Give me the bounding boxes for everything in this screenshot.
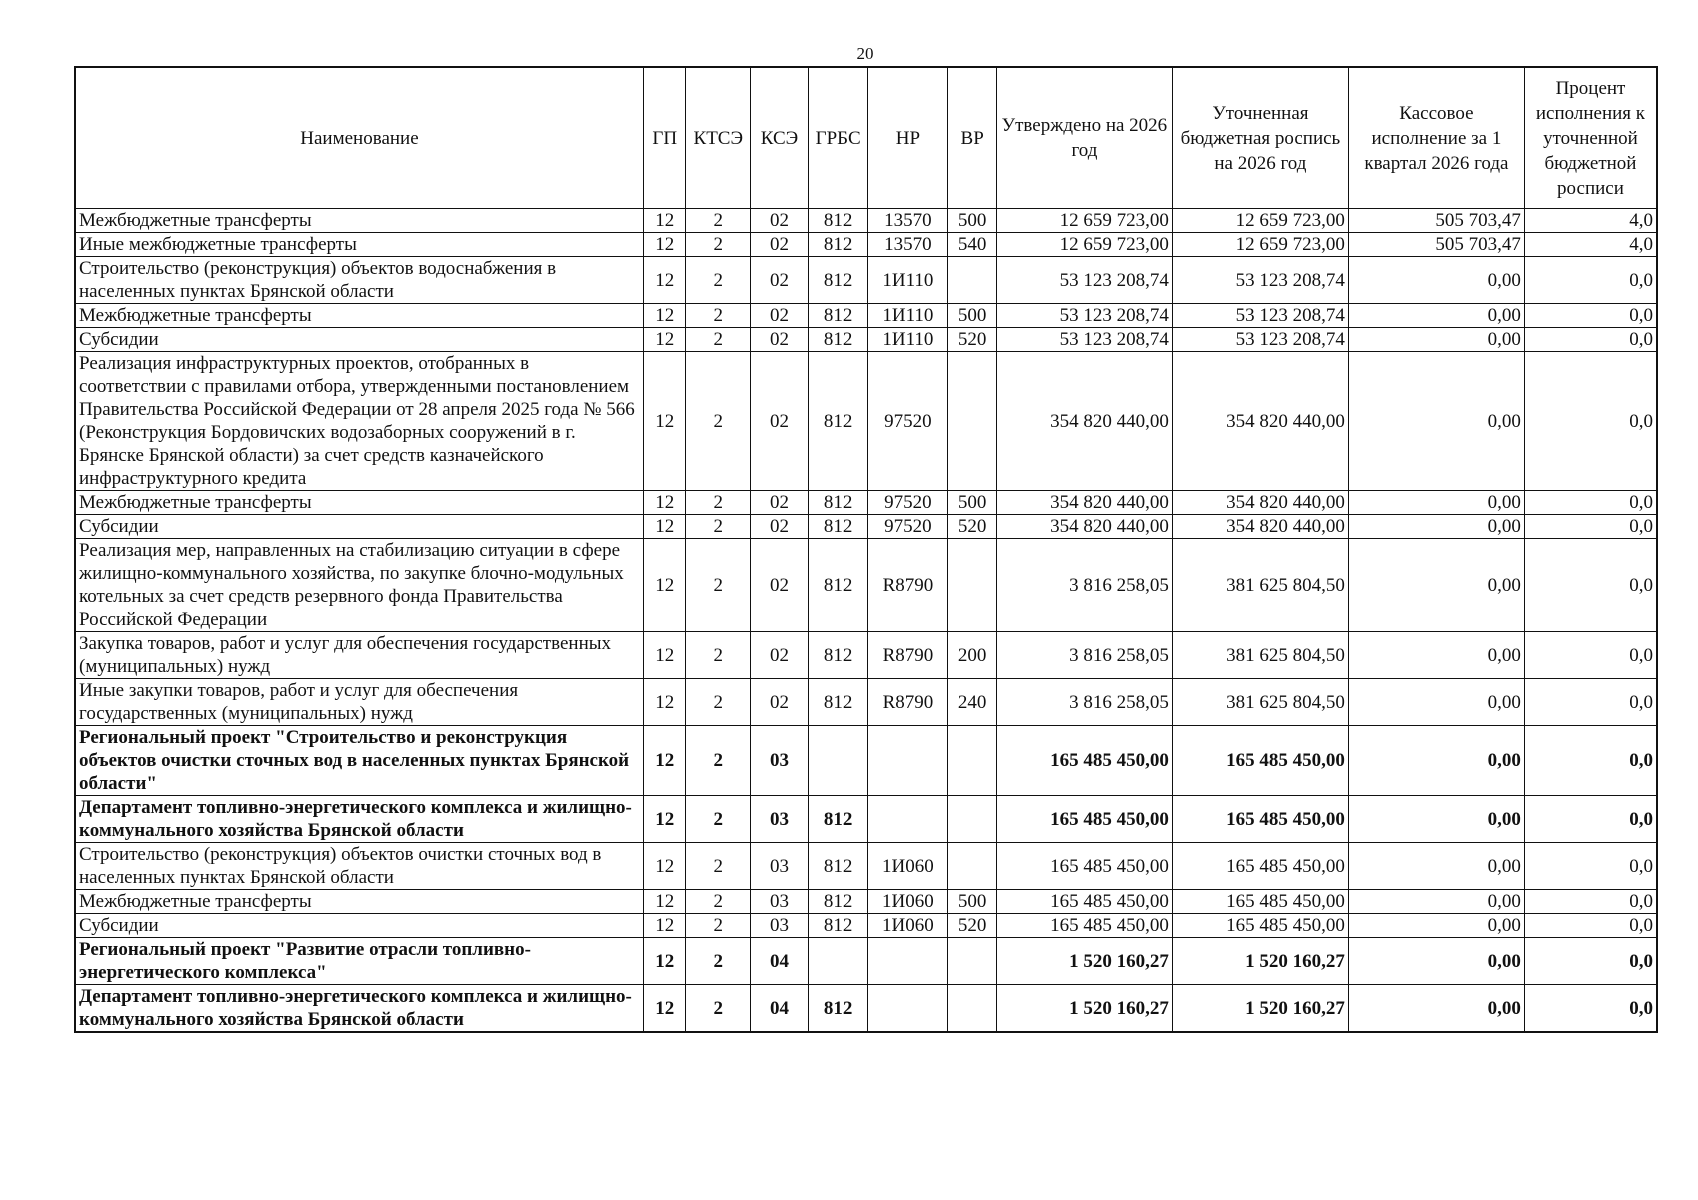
- row-grbs-cell: 812: [808, 352, 868, 491]
- row-approved-cell: 12 659 723,00: [996, 233, 1172, 257]
- row-vr-cell: [948, 352, 997, 491]
- row-gp-cell: 12: [643, 796, 685, 843]
- table-row: [75, 304, 1657, 328]
- row-percent-cell: 0,0: [1524, 515, 1657, 539]
- row-percent-cell: 0,0: [1524, 491, 1657, 515]
- row-grbs-cell: 812: [808, 304, 868, 328]
- row-refined-cell: 165 485 450,00: [1172, 796, 1348, 843]
- table-row: [75, 843, 1657, 890]
- row-approved-cell: 165 485 450,00: [996, 726, 1172, 796]
- row-ktse-cell: 2: [686, 843, 751, 890]
- row-kse-cell: 02: [751, 257, 809, 304]
- row-kse-cell: 03: [751, 843, 809, 890]
- row-cash-cell: 0,00: [1348, 679, 1524, 726]
- table-row: [75, 890, 1657, 914]
- row-nr-cell: 1И110: [868, 328, 948, 352]
- row-grbs-cell: 812: [808, 796, 868, 843]
- budget-table: [74, 66, 1658, 1033]
- row-kse-cell: 03: [751, 914, 809, 938]
- row-refined-cell: 354 820 440,00: [1172, 352, 1348, 491]
- table-row: [75, 632, 1657, 679]
- row-kse-cell: 03: [751, 796, 809, 843]
- row-vr-cell: 500: [948, 890, 997, 914]
- row-nr-cell: [868, 938, 948, 985]
- row-vr-cell: [948, 796, 997, 843]
- row-refined-cell: 12 659 723,00: [1172, 209, 1348, 233]
- row-nr-cell: 97520: [868, 515, 948, 539]
- row-cash-cell: 0,00: [1348, 632, 1524, 679]
- column-header: Уточненная бюджетная роспись на 2026 год: [1172, 67, 1348, 209]
- row-gp-cell: 12: [643, 539, 685, 632]
- row-nr-cell: 1И110: [868, 304, 948, 328]
- table-header-row: [75, 67, 1657, 209]
- row-nr-cell: 1И060: [868, 890, 948, 914]
- column-header: ВР: [948, 67, 997, 209]
- table-row: [75, 938, 1657, 985]
- row-approved-cell: 165 485 450,00: [996, 914, 1172, 938]
- row-ktse-cell: 2: [686, 914, 751, 938]
- row-vr-cell: 520: [948, 515, 997, 539]
- row-nr-cell: 1И060: [868, 914, 948, 938]
- row-vr-cell: [948, 539, 997, 632]
- row-kse-cell: 02: [751, 233, 809, 257]
- row-name-cell: Межбюджетные трансферты: [75, 491, 643, 515]
- row-cash-cell: 0,00: [1348, 843, 1524, 890]
- row-nr-cell: 1И060: [868, 843, 948, 890]
- row-grbs-cell: 812: [808, 985, 868, 1033]
- row-approved-cell: 165 485 450,00: [996, 843, 1172, 890]
- row-percent-cell: 0,0: [1524, 328, 1657, 352]
- column-header: Процент исполнения к уточненной бюджетной росписи: [1524, 67, 1657, 209]
- column-header: Кассовое исполнение за 1 квартал 2026 года: [1348, 67, 1524, 209]
- row-ktse-cell: 2: [686, 491, 751, 515]
- row-kse-cell: 03: [751, 890, 809, 914]
- row-approved-cell: 165 485 450,00: [996, 796, 1172, 843]
- column-header: Наименование: [75, 67, 643, 209]
- row-gp-cell: 12: [643, 328, 685, 352]
- row-kse-cell: 02: [751, 539, 809, 632]
- row-refined-cell: 1 520 160,27: [1172, 985, 1348, 1033]
- row-name-cell: Межбюджетные трансферты: [75, 304, 643, 328]
- row-name-cell: Субсидии: [75, 515, 643, 539]
- row-vr-cell: 520: [948, 914, 997, 938]
- row-ktse-cell: 2: [686, 515, 751, 539]
- row-kse-cell: 02: [751, 352, 809, 491]
- row-grbs-cell: 812: [808, 679, 868, 726]
- row-name-cell: Субсидии: [75, 914, 643, 938]
- row-grbs-cell: 812: [808, 209, 868, 233]
- row-refined-cell: 53 123 208,74: [1172, 328, 1348, 352]
- table-row: [75, 491, 1657, 515]
- column-header: ГП: [643, 67, 685, 209]
- row-gp-cell: 12: [643, 304, 685, 328]
- row-percent-cell: 0,0: [1524, 257, 1657, 304]
- row-refined-cell: 12 659 723,00: [1172, 233, 1348, 257]
- row-name-cell: Департамент топливно-энергетического комплекса и жилищно-коммунального хозяйства Брянской области: [75, 985, 643, 1033]
- row-approved-cell: 354 820 440,00: [996, 491, 1172, 515]
- row-gp-cell: 12: [643, 632, 685, 679]
- row-grbs-cell: 812: [808, 890, 868, 914]
- table-row: [75, 328, 1657, 352]
- row-name-cell: Строительство (реконструкция) объектов очистки сточных вод в населенных пунктах Брянской области: [75, 843, 643, 890]
- row-nr-cell: R8790: [868, 679, 948, 726]
- row-refined-cell: 381 625 804,50: [1172, 679, 1348, 726]
- row-gp-cell: 12: [643, 726, 685, 796]
- row-refined-cell: 354 820 440,00: [1172, 491, 1348, 515]
- row-percent-cell: 0,0: [1524, 796, 1657, 843]
- row-refined-cell: 165 485 450,00: [1172, 843, 1348, 890]
- row-cash-cell: 505 703,47: [1348, 233, 1524, 257]
- row-name-cell: Департамент топливно-энергетического комплекса и жилищно-коммунального хозяйства Брянской области: [75, 796, 643, 843]
- row-name-cell: Иные межбюджетные трансферты: [75, 233, 643, 257]
- row-ktse-cell: 2: [686, 352, 751, 491]
- table-row: [75, 796, 1657, 843]
- row-percent-cell: 0,0: [1524, 539, 1657, 632]
- row-name-cell: Региональный проект "Развитие отрасли топливно-энергетического комплекса": [75, 938, 643, 985]
- row-approved-cell: 12 659 723,00: [996, 209, 1172, 233]
- row-name-cell: Реализация инфраструктурных проектов, отобранных в соответствии с правилами отбора, утвержденными постановлением Правительства Российской Федерации от 28 апреля 2025 года № 566 (Реконструкция Бордовичских водозаборных сооружений в г. Брянске Брянской области) за счет средств казначейского инфраструктурного кредита: [75, 352, 643, 491]
- row-gp-cell: 12: [643, 914, 685, 938]
- row-cash-cell: 0,00: [1348, 257, 1524, 304]
- table-row: [75, 679, 1657, 726]
- row-cash-cell: 0,00: [1348, 796, 1524, 843]
- row-nr-cell: 1И110: [868, 257, 948, 304]
- row-grbs-cell: 812: [808, 914, 868, 938]
- row-grbs-cell: 812: [808, 539, 868, 632]
- row-nr-cell: [868, 796, 948, 843]
- row-name-cell: Межбюджетные трансферты: [75, 890, 643, 914]
- row-vr-cell: [948, 257, 997, 304]
- table-row: [75, 726, 1657, 796]
- row-name-cell: Строительство (реконструкция) объектов водоснабжения в населенных пунктах Брянской области: [75, 257, 643, 304]
- row-vr-cell: 520: [948, 328, 997, 352]
- row-grbs-cell: 812: [808, 233, 868, 257]
- row-nr-cell: R8790: [868, 539, 948, 632]
- row-approved-cell: 165 485 450,00: [996, 890, 1172, 914]
- row-gp-cell: 12: [643, 257, 685, 304]
- column-header: Утверждено на 2026 год: [996, 67, 1172, 209]
- row-cash-cell: 0,00: [1348, 539, 1524, 632]
- row-cash-cell: 0,00: [1348, 914, 1524, 938]
- row-approved-cell: 1 520 160,27: [996, 938, 1172, 985]
- row-grbs-cell: 812: [808, 515, 868, 539]
- row-percent-cell: 0,0: [1524, 985, 1657, 1033]
- row-percent-cell: 0,0: [1524, 304, 1657, 328]
- row-percent-cell: 0,0: [1524, 938, 1657, 985]
- row-cash-cell: 0,00: [1348, 491, 1524, 515]
- row-vr-cell: [948, 938, 997, 985]
- row-kse-cell: 04: [751, 938, 809, 985]
- row-percent-cell: 0,0: [1524, 679, 1657, 726]
- table-row: [75, 352, 1657, 491]
- row-name-cell: Реализация мер, направленных на стабилизацию ситуации в сфере жилищно-коммунального хозяйства, по закупке блочно-модульных котельных за счет средств резервного фонда Правительства Российской Федерации: [75, 539, 643, 632]
- row-cash-cell: 0,00: [1348, 304, 1524, 328]
- row-grbs-cell: 812: [808, 632, 868, 679]
- row-ktse-cell: 2: [686, 233, 751, 257]
- row-gp-cell: 12: [643, 491, 685, 515]
- row-gp-cell: 12: [643, 209, 685, 233]
- row-nr-cell: [868, 726, 948, 796]
- row-nr-cell: [868, 985, 948, 1033]
- row-kse-cell: 02: [751, 209, 809, 233]
- row-ktse-cell: 2: [686, 328, 751, 352]
- table-row: [75, 257, 1657, 304]
- row-refined-cell: 165 485 450,00: [1172, 726, 1348, 796]
- table-row: [75, 515, 1657, 539]
- row-name-cell: Субсидии: [75, 328, 643, 352]
- row-approved-cell: 354 820 440,00: [996, 515, 1172, 539]
- table-row: [75, 985, 1657, 1033]
- row-refined-cell: 165 485 450,00: [1172, 890, 1348, 914]
- row-gp-cell: 12: [643, 985, 685, 1033]
- row-cash-cell: 0,00: [1348, 352, 1524, 491]
- row-kse-cell: 03: [751, 726, 809, 796]
- column-header: КТСЭ: [686, 67, 751, 209]
- row-cash-cell: 0,00: [1348, 515, 1524, 539]
- row-ktse-cell: 2: [686, 304, 751, 328]
- row-gp-cell: 12: [643, 233, 685, 257]
- row-kse-cell: 02: [751, 632, 809, 679]
- row-percent-cell: 0,0: [1524, 632, 1657, 679]
- row-vr-cell: 240: [948, 679, 997, 726]
- row-ktse-cell: 2: [686, 938, 751, 985]
- page-number: 20: [856, 44, 874, 63]
- row-vr-cell: 500: [948, 209, 997, 233]
- row-kse-cell: 02: [751, 679, 809, 726]
- row-name-cell: Закупка товаров, работ и услуг для обеспечения государственных (муниципальных) нужд: [75, 632, 643, 679]
- row-refined-cell: 53 123 208,74: [1172, 257, 1348, 304]
- row-refined-cell: 381 625 804,50: [1172, 539, 1348, 632]
- row-kse-cell: 02: [751, 328, 809, 352]
- row-ktse-cell: 2: [686, 890, 751, 914]
- row-name-cell: Региональный проект "Строительство и реконструкция объектов очистки сточных вод в населенных пунктах Брянской области": [75, 726, 643, 796]
- row-cash-cell: 0,00: [1348, 890, 1524, 914]
- row-kse-cell: 04: [751, 985, 809, 1033]
- row-nr-cell: 13570: [868, 209, 948, 233]
- row-approved-cell: 53 123 208,74: [996, 257, 1172, 304]
- row-nr-cell: R8790: [868, 632, 948, 679]
- row-approved-cell: 3 816 258,05: [996, 679, 1172, 726]
- row-gp-cell: 12: [643, 890, 685, 914]
- row-approved-cell: 53 123 208,74: [996, 304, 1172, 328]
- row-vr-cell: 200: [948, 632, 997, 679]
- row-ktse-cell: 2: [686, 209, 751, 233]
- row-approved-cell: 3 816 258,05: [996, 632, 1172, 679]
- row-gp-cell: 12: [643, 843, 685, 890]
- row-percent-cell: 4,0: [1524, 233, 1657, 257]
- row-ktse-cell: 2: [686, 985, 751, 1033]
- row-ktse-cell: 2: [686, 257, 751, 304]
- table-body: [75, 209, 1657, 1033]
- row-grbs-cell: 812: [808, 257, 868, 304]
- row-kse-cell: 02: [751, 515, 809, 539]
- row-approved-cell: 354 820 440,00: [996, 352, 1172, 491]
- row-vr-cell: [948, 726, 997, 796]
- row-vr-cell: [948, 985, 997, 1033]
- row-cash-cell: 0,00: [1348, 328, 1524, 352]
- row-grbs-cell: 812: [808, 843, 868, 890]
- row-grbs-cell: 812: [808, 491, 868, 515]
- row-vr-cell: 540: [948, 233, 997, 257]
- row-percent-cell: 0,0: [1524, 726, 1657, 796]
- row-nr-cell: 97520: [868, 491, 948, 515]
- row-kse-cell: 02: [751, 304, 809, 328]
- table-row: [75, 539, 1657, 632]
- row-ktse-cell: 2: [686, 679, 751, 726]
- row-percent-cell: 0,0: [1524, 843, 1657, 890]
- column-header: НР: [868, 67, 948, 209]
- row-percent-cell: 4,0: [1524, 209, 1657, 233]
- row-name-cell: Иные закупки товаров, работ и услуг для обеспечения государственных (муниципальных) нужд: [75, 679, 643, 726]
- row-refined-cell: 165 485 450,00: [1172, 914, 1348, 938]
- row-percent-cell: 0,0: [1524, 914, 1657, 938]
- row-cash-cell: 0,00: [1348, 985, 1524, 1033]
- row-approved-cell: 1 520 160,27: [996, 985, 1172, 1033]
- row-ktse-cell: 2: [686, 632, 751, 679]
- row-approved-cell: 3 816 258,05: [996, 539, 1172, 632]
- row-gp-cell: 12: [643, 352, 685, 491]
- row-vr-cell: 500: [948, 491, 997, 515]
- table-row: [75, 914, 1657, 938]
- table-row: [75, 209, 1657, 233]
- row-refined-cell: 354 820 440,00: [1172, 515, 1348, 539]
- table-row: [75, 233, 1657, 257]
- row-vr-cell: 500: [948, 304, 997, 328]
- row-refined-cell: 53 123 208,74: [1172, 304, 1348, 328]
- row-percent-cell: 0,0: [1524, 890, 1657, 914]
- row-cash-cell: 0,00: [1348, 938, 1524, 985]
- row-approved-cell: 53 123 208,74: [996, 328, 1172, 352]
- row-gp-cell: 12: [643, 938, 685, 985]
- row-vr-cell: [948, 843, 997, 890]
- column-header: ГРБС: [808, 67, 868, 209]
- row-refined-cell: 1 520 160,27: [1172, 938, 1348, 985]
- row-cash-cell: 505 703,47: [1348, 209, 1524, 233]
- row-nr-cell: 13570: [868, 233, 948, 257]
- row-grbs-cell: 812: [808, 328, 868, 352]
- row-grbs-cell: [808, 726, 868, 796]
- row-grbs-cell: [808, 938, 868, 985]
- row-cash-cell: 0,00: [1348, 726, 1524, 796]
- column-header: КСЭ: [751, 67, 809, 209]
- row-ktse-cell: 2: [686, 796, 751, 843]
- row-nr-cell: 97520: [868, 352, 948, 491]
- row-percent-cell: 0,0: [1524, 352, 1657, 491]
- row-gp-cell: 12: [643, 679, 685, 726]
- row-name-cell: Межбюджетные трансферты: [75, 209, 643, 233]
- row-refined-cell: 381 625 804,50: [1172, 632, 1348, 679]
- row-gp-cell: 12: [643, 515, 685, 539]
- row-kse-cell: 02: [751, 491, 809, 515]
- row-ktse-cell: 2: [686, 726, 751, 796]
- row-ktse-cell: 2: [686, 539, 751, 632]
